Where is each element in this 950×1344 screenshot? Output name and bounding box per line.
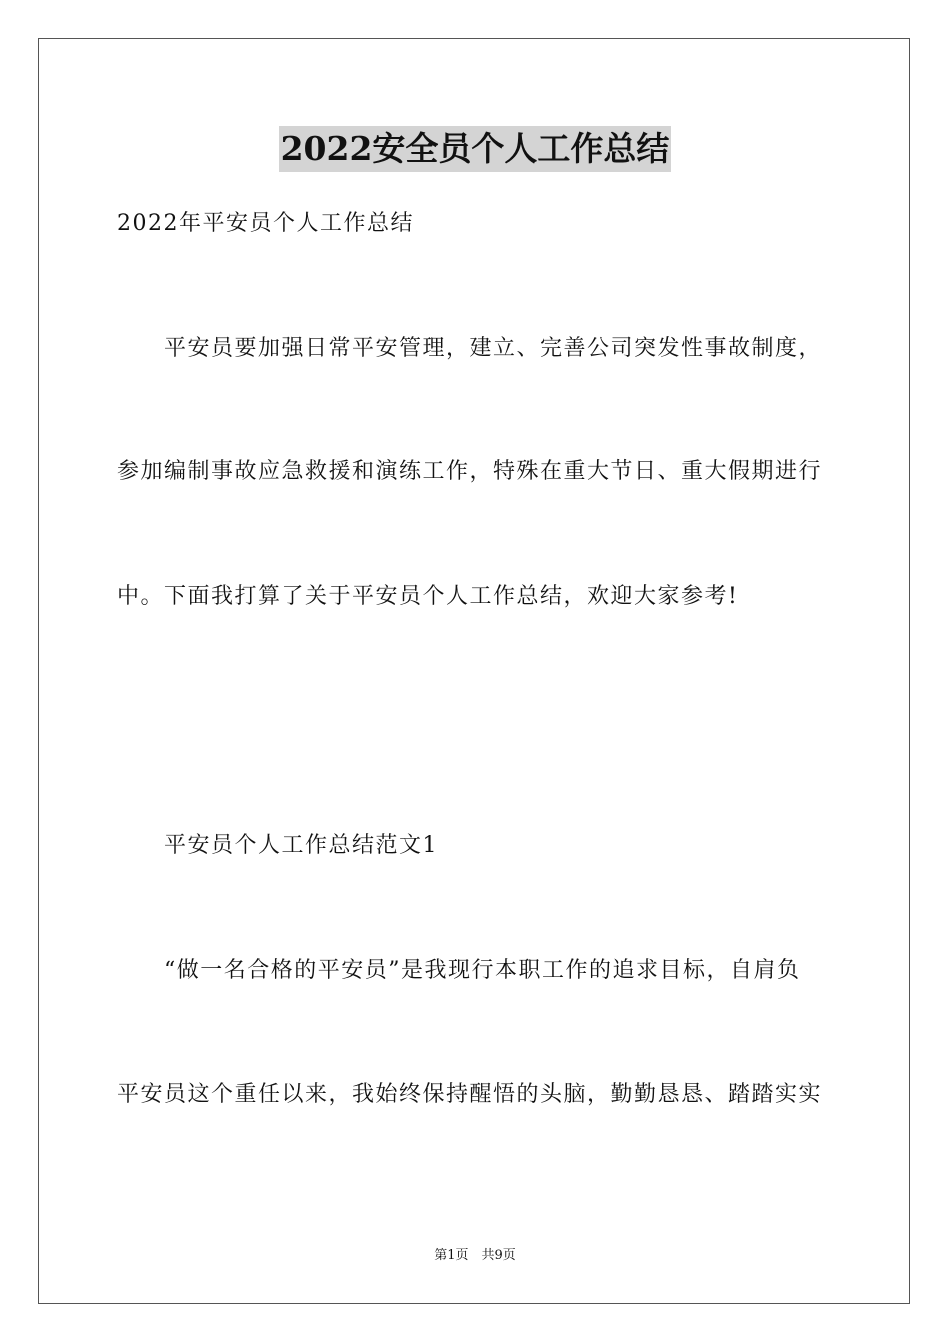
- document-title: 2022安全员个人工作总结: [279, 126, 672, 172]
- page-footer: 第1页 共9页: [434, 1248, 516, 1263]
- title-container: [0, 126, 950, 172]
- paragraph-line-1: 平安员要加强日常平安管理，建立、完善公司突发性事故制度，: [164, 336, 823, 361]
- paragraph-line-3: 中。下面我打算了关于平安员个人工作总结，欢迎大家参考!: [117, 584, 739, 609]
- subtitle-line: 2022年平安员个人工作总结: [117, 211, 414, 236]
- paragraph-line-2: 参加编制事故应急救援和演练工作，特殊在重大节日、重大假期进行: [117, 459, 823, 484]
- section-heading: 平安员个人工作总结范文1: [164, 833, 438, 858]
- paragraph-line-4: “做一名合格的平安员”是我现行本职工作的追求目标，自肩负: [164, 958, 801, 983]
- paragraph-line-5: 平安员这个重任以来，我始终保持醒悟的头脑，勤勤恳恳、踏踏实实: [117, 1082, 823, 1107]
